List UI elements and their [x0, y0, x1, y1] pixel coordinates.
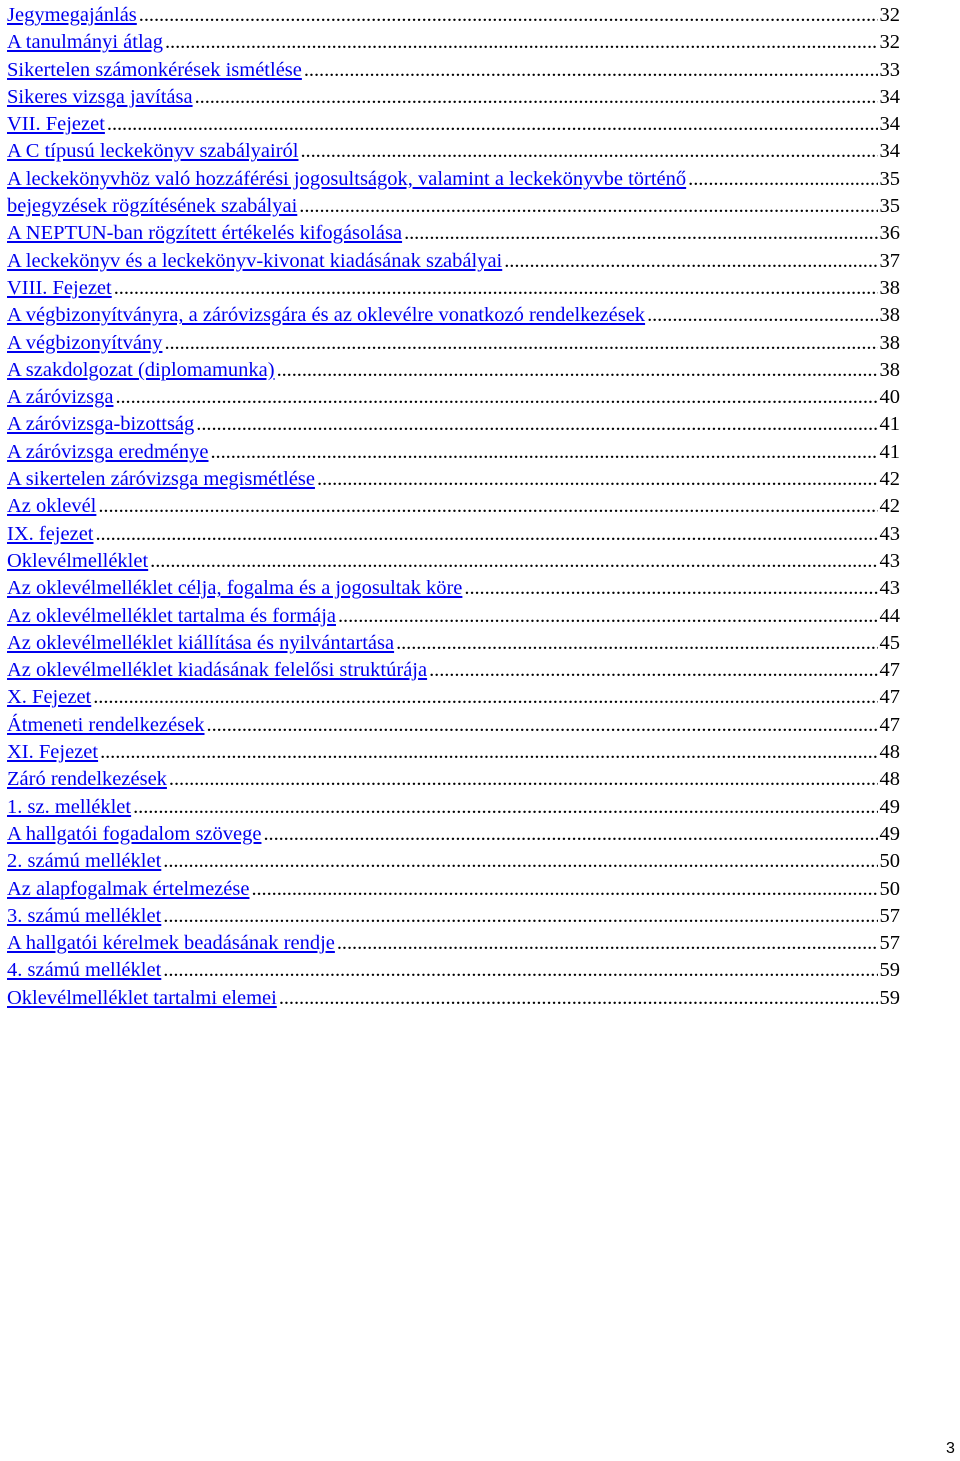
- toc-entry-title[interactable]: 2. számú melléklet: [7, 850, 162, 873]
- table-of-contents: [7, 2, 900, 1012]
- toc-entry[interactable]: [7, 411, 900, 438]
- toc-entry-title[interactable]: Oklevélmelléklet tartalmi elemei: [7, 986, 277, 1009]
- toc-entry[interactable]: [7, 466, 900, 493]
- toc-entry[interactable]: [7, 684, 900, 711]
- toc-entry[interactable]: [7, 766, 900, 793]
- toc-entry[interactable]: [7, 548, 900, 575]
- toc-entry-page: 59: [879, 959, 900, 982]
- toc-entry-page: 47: [879, 659, 900, 682]
- toc-dot-leader: [163, 957, 877, 984]
- toc-dot-leader: [169, 766, 878, 793]
- toc-entry-page: 38: [879, 304, 900, 327]
- toc-entry-title[interactable]: A hallgatói fogadalom szövege: [7, 822, 262, 845]
- toc-entry-title[interactable]: Az oklevélmelléklet tartalma és formája: [7, 604, 336, 627]
- toc-entry[interactable]: [7, 57, 900, 84]
- toc-entry[interactable]: [7, 248, 900, 275]
- toc-dot-leader: [299, 193, 877, 220]
- toc-entry-page: 35: [879, 195, 900, 218]
- toc-dot-leader: [165, 29, 878, 56]
- toc-entry-title[interactable]: A hallgatói kérelmek beadásának rendje: [7, 932, 335, 955]
- toc-entry-title[interactable]: 1. sz. melléklet: [7, 795, 132, 818]
- toc-entry-title[interactable]: A tanulmányi átlag: [7, 31, 163, 54]
- toc-entry-page: 48: [879, 741, 900, 764]
- toc-entry-page: 50: [879, 850, 900, 873]
- toc-entry[interactable]: [7, 166, 900, 193]
- toc-entry-page: 37: [879, 249, 900, 272]
- toc-dot-leader: [251, 876, 877, 903]
- toc-dot-leader: [396, 630, 877, 657]
- toc-entry-title[interactable]: Az oklevélmelléklet kiállítása és nyilvántartása: [7, 631, 395, 654]
- page-number: 3: [946, 1440, 955, 1457]
- toc-entry[interactable]: [7, 193, 900, 220]
- toc-dot-leader: [211, 439, 878, 466]
- toc-entry-title[interactable]: A sikertelen záróvizsga megismétlése: [7, 468, 315, 491]
- toc-dot-leader: [93, 684, 877, 711]
- toc-entry-page: 34: [879, 85, 900, 108]
- toc-entry[interactable]: [7, 84, 900, 111]
- toc-entry-title[interactable]: A záróvizsga: [7, 386, 114, 409]
- toc-entry-page: 59: [879, 986, 900, 1009]
- toc-entry-page: 49: [879, 795, 900, 818]
- toc-dot-leader: [150, 548, 877, 575]
- toc-dot-leader: [337, 930, 878, 957]
- toc-entry-title[interactable]: A leckekönyvhöz való hozzáférési jogosultságok, valamint a leckekönyvbe történő: [7, 167, 687, 190]
- toc-dot-leader: [277, 357, 878, 384]
- toc-entry-page: 38: [879, 276, 900, 299]
- toc-dot-leader: [164, 330, 877, 357]
- toc-dot-leader: [263, 821, 877, 848]
- toc-entry-title[interactable]: 4. számú melléklet: [7, 959, 162, 982]
- toc-entry-title[interactable]: A szakdolgozat (diplomamunka): [7, 358, 275, 381]
- toc-entry[interactable]: [7, 384, 900, 411]
- toc-dot-leader: [688, 166, 877, 193]
- toc-entry-title[interactable]: VIII. Fejezet: [7, 276, 112, 299]
- toc-entry[interactable]: [7, 275, 900, 302]
- toc-entry[interactable]: [7, 220, 900, 247]
- toc-dot-leader: [107, 111, 878, 138]
- toc-entry-page: 42: [879, 468, 900, 491]
- toc-dot-leader: [279, 985, 878, 1012]
- toc-dot-leader: [464, 575, 877, 602]
- toc-entry[interactable]: [7, 821, 900, 848]
- toc-entry-page: 43: [879, 522, 900, 545]
- toc-entry-page: 49: [879, 822, 900, 845]
- toc-entry[interactable]: [7, 2, 900, 29]
- toc-entry-title[interactable]: A leckekönyv és a leckekönyv-kivonat kiadásának szabályai: [7, 249, 503, 272]
- toc-entry[interactable]: [7, 630, 900, 657]
- toc-entry-page: 45: [879, 631, 900, 654]
- toc-entry-page: 34: [879, 113, 900, 136]
- toc-entry[interactable]: [7, 903, 900, 930]
- toc-entry-page: 43: [879, 577, 900, 600]
- toc-entry-page: 36: [879, 222, 900, 245]
- toc-entry[interactable]: [7, 521, 900, 548]
- toc-entry[interactable]: [7, 712, 900, 739]
- toc-entry-page: 42: [879, 495, 900, 518]
- toc-entry-title[interactable]: Sikertelen számonkérések ismétlése: [7, 58, 302, 81]
- toc-entry-page: 34: [879, 140, 900, 163]
- toc-entry-title[interactable]: Sikeres vizsga javítása: [7, 85, 193, 108]
- toc-dot-leader: [115, 384, 877, 411]
- toc-entry[interactable]: [7, 575, 900, 602]
- toc-entry[interactable]: [7, 29, 900, 56]
- toc-entry[interactable]: [7, 739, 900, 766]
- toc-entry[interactable]: [7, 930, 900, 957]
- toc-dot-leader: [196, 411, 877, 438]
- toc-entry-page: 47: [879, 686, 900, 709]
- toc-dot-leader: [207, 712, 878, 739]
- toc-entry[interactable]: [7, 848, 900, 875]
- toc-entry-page: 47: [879, 713, 900, 736]
- toc-entry-title[interactable]: A záróvizsga eredménye: [7, 440, 209, 463]
- toc-dot-leader: [163, 848, 877, 875]
- toc-dot-leader: [304, 57, 878, 84]
- toc-entry-title[interactable]: Az oklevél: [7, 495, 97, 518]
- toc-entry-page: 40: [879, 386, 900, 409]
- toc-entry-title[interactable]: A NEPTUN-ban rögzített értékelés kifogásolása: [7, 222, 403, 245]
- toc-entry-title[interactable]: Átmeneti rendelkezések: [7, 713, 205, 736]
- toc-dot-leader: [195, 84, 878, 111]
- toc-entry-page: 35: [879, 167, 900, 190]
- toc-entry[interactable]: [7, 111, 900, 138]
- toc-dot-leader: [404, 220, 877, 247]
- toc-dot-leader: [139, 2, 878, 29]
- toc-entry-page: 44: [879, 604, 900, 627]
- toc-entry-title[interactable]: Jegymegajánlás: [7, 4, 137, 26]
- toc-entry-page: 32: [879, 4, 900, 26]
- toc-entry-title[interactable]: Oklevélmelléklet: [7, 549, 149, 572]
- toc-dot-leader: [98, 493, 877, 520]
- toc-entry-page: 50: [879, 877, 900, 900]
- toc-entry[interactable]: [7, 985, 900, 1012]
- toc-entry[interactable]: [7, 330, 900, 357]
- toc-entry-page: 57: [879, 904, 900, 927]
- toc-dot-leader: [647, 302, 877, 329]
- toc-entry-title[interactable]: Az oklevélmelléklet célja, fogalma és a jogosultak köre: [7, 577, 463, 600]
- toc-entry-title[interactable]: Záró rendelkezések: [7, 768, 167, 791]
- toc-dot-leader: [114, 275, 878, 302]
- toc-entry-title[interactable]: Az oklevélmelléklet kiadásának felelősi struktúrája: [7, 659, 428, 682]
- toc-entry[interactable]: [7, 138, 900, 165]
- toc-entry[interactable]: [7, 794, 900, 821]
- toc-dot-leader: [96, 521, 878, 548]
- toc-entry[interactable]: [7, 957, 900, 984]
- toc-entry-title[interactable]: bejegyzések rögzítésének szabályai: [7, 195, 298, 218]
- toc-dot-leader: [429, 657, 877, 684]
- toc-entry-title[interactable]: 3. számú melléklet: [7, 904, 162, 927]
- toc-entry-page: 43: [879, 549, 900, 572]
- toc-dot-leader: [338, 603, 878, 630]
- toc-entry-title[interactable]: A C típusú leckekönyv szabályairól: [7, 140, 299, 163]
- toc-entry-page: 32: [879, 31, 900, 54]
- toc-entry[interactable]: [7, 657, 900, 684]
- toc-dot-leader: [504, 248, 877, 275]
- toc-entry[interactable]: [7, 876, 900, 903]
- toc-entry-page: 41: [879, 413, 900, 436]
- toc-entry-title[interactable]: A záróvizsga-bizottság: [7, 413, 195, 436]
- toc-entry[interactable]: [7, 357, 900, 384]
- toc-dot-leader: [100, 739, 877, 766]
- toc-entry[interactable]: [7, 603, 900, 630]
- toc-entry-title[interactable]: A végbizonyítványra, a záróvizsgára és az oklevélre vonatkozó rendelkezések: [7, 304, 646, 327]
- toc-entry-page: 38: [879, 358, 900, 381]
- toc-entry-page: 38: [879, 331, 900, 354]
- toc-entry-title[interactable]: A végbizonyítvány: [7, 331, 163, 354]
- toc-entry-page: 33: [879, 58, 900, 81]
- toc-entry-page: 41: [879, 440, 900, 463]
- toc-entry-title[interactable]: IX. fejezet: [7, 522, 94, 545]
- toc-dot-leader: [133, 794, 877, 821]
- toc-dot-leader: [301, 138, 878, 165]
- toc-entry-title[interactable]: XI. Fejezet: [7, 741, 99, 764]
- toc-entry-page: 48: [879, 768, 900, 791]
- toc-entry-title[interactable]: X. Fejezet: [7, 686, 92, 709]
- toc-entry[interactable]: [7, 439, 900, 466]
- toc-dot-leader: [317, 466, 878, 493]
- toc-dot-leader: [163, 903, 877, 930]
- toc-entry-title[interactable]: VII. Fejezet: [7, 113, 105, 136]
- toc-entry-title[interactable]: Az alapfogalmak értelmezése: [7, 877, 250, 900]
- toc-entry-page: 57: [879, 932, 900, 955]
- toc-entry[interactable]: [7, 302, 900, 329]
- toc-entry[interactable]: [7, 493, 900, 520]
